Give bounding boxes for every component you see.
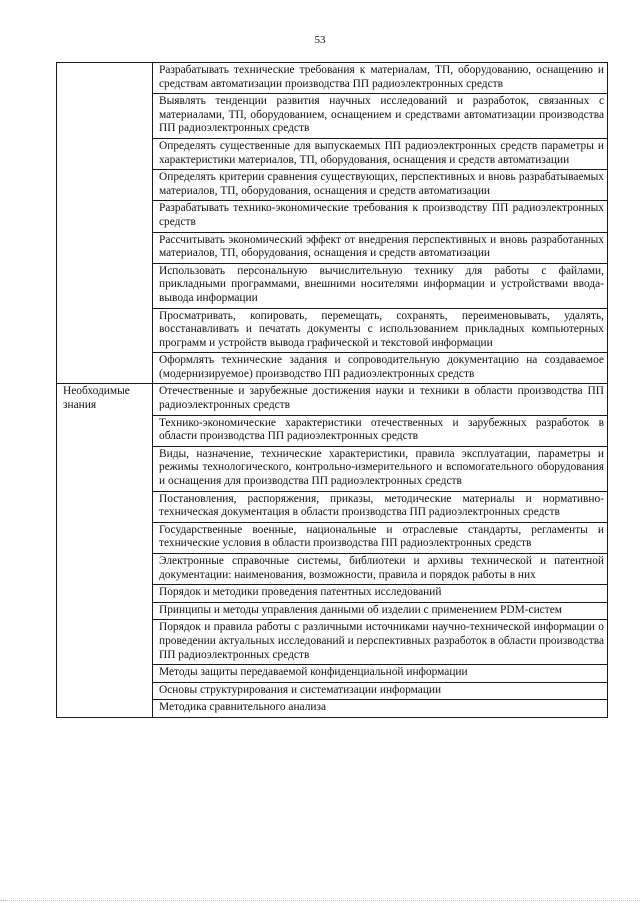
table-cell-item: Просматривать, копировать, перемещать, сохранять, переименовывать, удалять, восстанавливать и печатать документы с использованием прикладных компьютерных программ и устройств вывода графической и текстовой информации [153,308,608,353]
table-cell-item: Принципы и методы управления данными об изделии с применением PDM-систем [153,602,608,620]
table-cell-item: Порядок и правила работы с различными источниками научно-технической информации о проведении актуальных исследований и перспективных разработок в области производства ПП радиоэлектронных средств [153,620,608,665]
table-cell-item: Методика сравнительного анализа [153,700,608,718]
table-row [57,384,608,415]
table-cell-item: Отечественные и зарубежные достижения науки и техники в области производства ПП радиоэлектронных средств [153,384,608,415]
section-label-skills [57,63,153,384]
table-cell-item: Рассчитывать экономический эффект от внедрения перспективных и вновь разработанных материалов, ТП, оборудования, оснащения и средств автоматизации [153,232,608,263]
table-cell-item: Оформлять технические задания и сопроводительную документацию на создаваемое (модернизируемое) производство ПП радиоэлектронных средств [153,353,608,384]
table-cell-item: Основы структурирования и систематизации информации [153,682,608,700]
table-cell-item: Определять критерии сравнения существующих, перспективных и вновь разрабатываемых материалов, ТП, оборудования, оснащения и средств автоматизации [153,170,608,201]
table-cell-item: Постановления, распоряжения, приказы, методические материалы и нормативно-техническая документация в области производства ПП радиоэлектронных средств [153,491,608,522]
table-cell-item: Порядок и методики проведения патентных исследований [153,585,608,603]
table-cell-item: Определять существенные для выпускаемых ПП радиоэлектронных средств параметры и характеристики материалов, ТП, оборудования, оснащения и средств автоматизации [153,138,608,169]
table-cell-item: Государственные военные, национальные и отраслевые стандарты, регламенты и технические условия в области производства ПП радиоэлектронных средств [153,522,608,553]
competency-table [56,62,608,718]
table-cell-item: Методы защиты передаваемой конфиденциальной информации [153,665,608,683]
section-label-knowledge: Необходимые знания [57,384,153,717]
page-number: 53 [314,34,326,46]
table-cell-item: Электронные справочные системы, библиотеки и архивы технической и патентной документации: наименования, возможности, правила и порядок работы в них [153,554,608,585]
table-cell-item: Технико-экономические характеристики отечественных и зарубежных разработок в области производства ПП радиоэлектронных средств [153,415,608,446]
table-body [57,63,608,718]
table-cell-item: Виды, назначение, технические характеристики, правила эксплуатации, параметры и режимы технологического, контрольно-измерительного и вспомогательного оборудования и оснащения для производства ПП радиоэлектронных средств [153,446,608,491]
table-cell-item: Разрабатывать технические требования к материалам, ТП, оборудованию, оснащению и средствам автоматизации производства ПП радиоэлектронных средств [153,63,608,94]
page-bottom-divider [0,900,640,902]
table-row [57,63,608,94]
table-cell-item: Выявлять тенденции развития научных исследований и разработок, связанных с материалами, ТП, оборудованием, оснащением и средствами автоматизации производства ПП радиоэлектронных средств [153,94,608,139]
table-cell-item: Использовать персональную вычислительную технику для работы с файлами, прикладными программами, внешними носителями информации и устройствами ввода-вывода информации [153,263,608,308]
table-cell-item: Разрабатывать технико-экономические требования к производству ПП радиоэлектронных средств [153,201,608,232]
